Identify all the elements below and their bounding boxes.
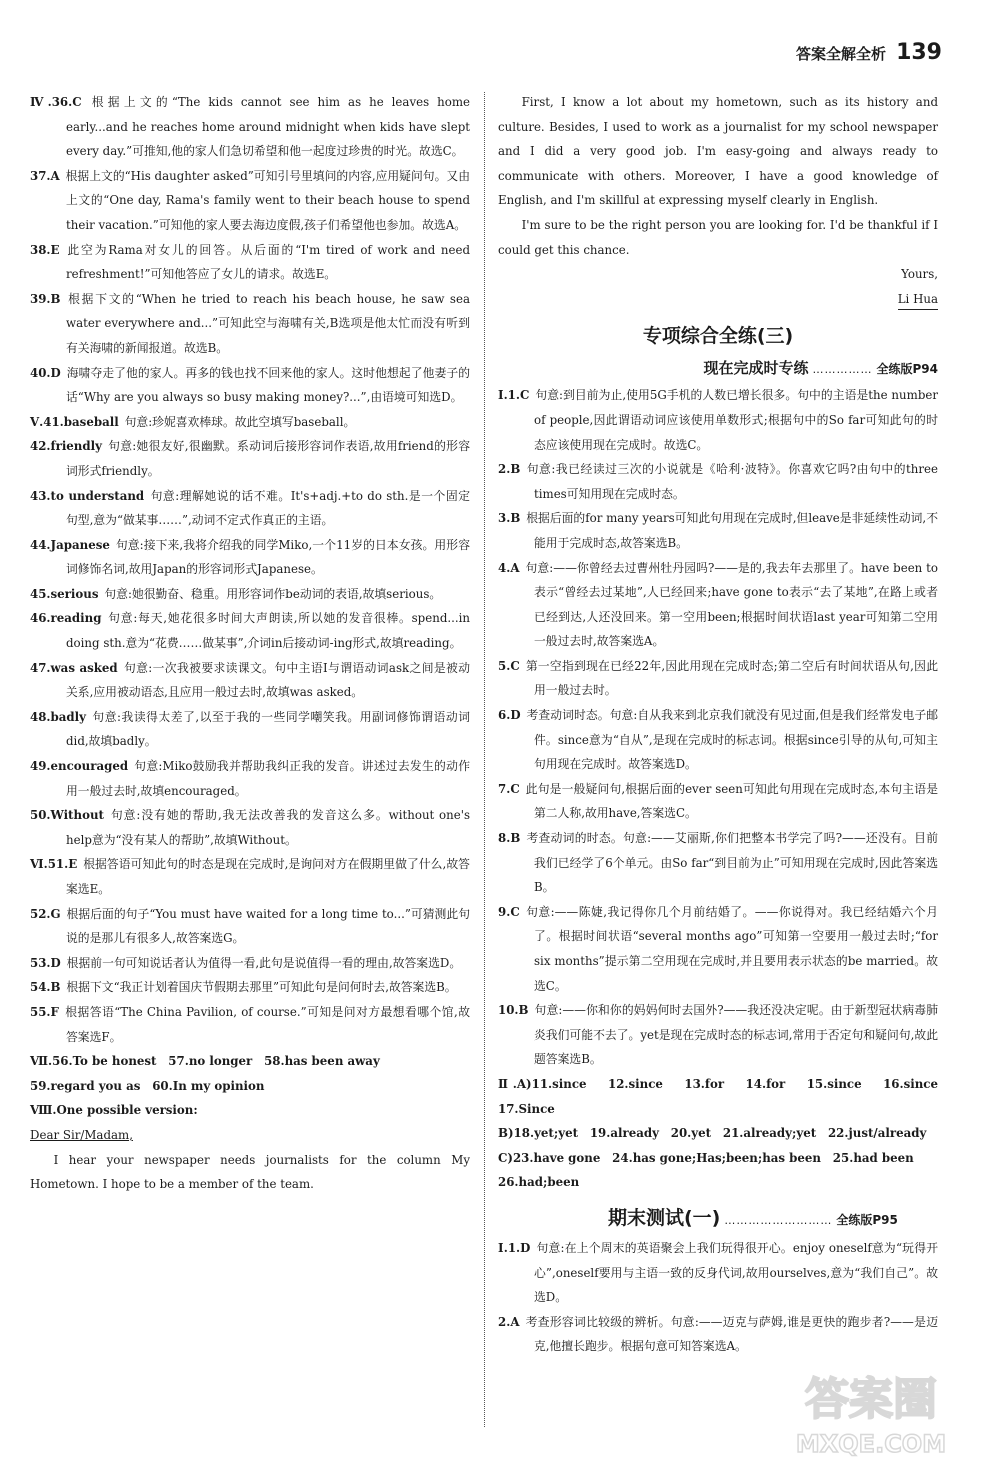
watermark-text: 答案圈 xyxy=(805,1374,937,1425)
final-test-heading xyxy=(498,1203,938,1236)
answer-explanation: 句意:她很友好,很幽默。系动词后接形容词作表语,故用friend的形容词形式friendly。 xyxy=(66,439,470,478)
answer-number: 45.serious xyxy=(30,586,99,601)
column-divider xyxy=(484,92,485,1427)
fill-answer-line: B)18.yet;yet 19.already 20.yet 21.already;yet 22.just/already xyxy=(498,1126,927,1141)
answer-item xyxy=(498,556,938,654)
answer-number: 2.B xyxy=(498,462,521,477)
watermark-logo xyxy=(756,1360,986,1460)
right-answer-list xyxy=(498,383,938,1072)
subtitle-page-ref: 全练版P94 xyxy=(876,362,938,377)
answer-item xyxy=(498,1236,938,1310)
answer-item xyxy=(30,484,470,533)
answer-number: Ⅰ.1.C xyxy=(498,388,530,403)
answer-number: 3.B xyxy=(498,511,521,526)
answer-explanation: 句意:一次我被要求读课文。句中主语I与谓语动词ask之间是被动关系,应用被动语态,且应用一般过去时,故填was asked。 xyxy=(66,660,470,700)
answer-explanation: 根据上文的“His daughter asked”可知引号里填问的内容,应用疑问句。又由上文的“One day, Rama's family went to their beach house to spend their vacation.”可知他的家人要去海边度假,孩子们希望他也参加。故选A。 xyxy=(65,168,470,232)
answer-explanation: 考查形容词比较级的辨析。句意:——迈克与萨姆,谁是更快的跑步者?——是迈克,他擅长跑步。根据句意可知答案选A。 xyxy=(525,1314,938,1354)
answer-number: 54.B xyxy=(30,980,61,995)
answer-item xyxy=(498,506,938,555)
answer-explanation: 海啸夺走了他的家人。再多的钱也找不回来他的家人。这时他想起了他妻子的话“Why are you always so busy making money?...”,由语境可知选D。 xyxy=(66,365,470,405)
answer-number: 49.encouraged xyxy=(30,759,129,774)
answer-explanation: 句意:——你曾经去过曹州牡丹园吗?——是的,我去年去那里了。have been to表示“曾经去过某地”,人已经回来;have gone to表示“去了某地”,在路上或者已经到达,人还没回来。第一空用been;根据时间状语last year可知第二空用一般过去时,故答案选A。 xyxy=(525,560,938,649)
letter-paragraph-1: I hear your newspaper needs journalists for the column My Hometown. I hope to be a member of the team. xyxy=(30,1152,470,1192)
answer-number: 47.was asked xyxy=(30,660,118,675)
answer-explanation: 根据下文的“When he tried to reach his beach house, he saw sea water everywhere and...”可知此空与海啸有关,B选项是他太忙而没有听到有关海啸的新闻报道。故选B。 xyxy=(66,291,470,355)
answer-item xyxy=(30,852,470,901)
answer-number: 9.C xyxy=(498,904,520,919)
answer-number: 43.to understand xyxy=(30,488,145,503)
answer-item xyxy=(30,705,470,754)
answer-explanation: 句意:我读得太差了,以至于我的一些同学嘲笑我。用副词修饰谓语动词did,故填badly。 xyxy=(66,709,470,749)
answer-explanation: 根据后面的for many years可知此句用现在完成时,但leave是非延续性动词,不能用于完成时态,故答案选B。 xyxy=(526,511,938,550)
answer-explanation: 句意:到目前为止,使用5G手机的人数已增长很多。句中的主语是the number of people,因此谓语动词应该使用单数形式;根据句中的So far可知此句的时态应该使用现在完成时。故选C。 xyxy=(534,388,938,452)
answer-item xyxy=(30,410,470,435)
answer-item xyxy=(498,1310,938,1359)
answer-number: 10.B xyxy=(498,1003,529,1018)
left-answer-list xyxy=(30,90,470,1049)
answer-number: 6.D xyxy=(498,708,521,723)
right-column xyxy=(498,90,950,1359)
answer-item xyxy=(30,90,470,164)
answer-number: 48.badly xyxy=(30,709,87,724)
answer-number: Ⅰ.1.D xyxy=(498,1240,531,1255)
answer-explanation: 句意:Miko鼓励我并帮助我纠正我的发音。讲述过去发生的动作用一般过去时,故填encouraged。 xyxy=(66,759,470,798)
answer-item xyxy=(498,457,938,506)
subtitle-text: 现在完成时专练 xyxy=(703,359,809,378)
answer-explanation: 句意:接下来,我将介绍我的同学Miko,一个11岁的日本女孩。用形容词修饰名词,故用Japan的形容词形式Japanese。 xyxy=(66,537,470,577)
answer-item xyxy=(30,164,470,238)
closing-text: Yours, xyxy=(901,267,938,282)
answer-explanation: 句意:理解她说的话不难。It's+adj.+to do sth.是一个固定句型,意为“做某事……”,动词不定式作真正的主语。 xyxy=(66,488,470,528)
letter-paragraph-2: First, I know a lot about my hometown, such as its history and culture. Besides, I used to work as a journalist for my school newspaper and I did a very good job. I'm easy-going and always ready to communicate with others. Moreover, I have a good knowledge of English, and I'm skillful at expressing myself clearly in English. xyxy=(498,95,938,208)
letter-salutation: Dear Sir/Madam, xyxy=(30,1127,133,1142)
answer-number: 46.reading xyxy=(30,611,102,626)
answer-number: Ⅵ.51.E xyxy=(30,857,78,872)
answer-number: Ⅳ.36.C xyxy=(30,95,82,109)
answer-explanation: 考查动词的时态。句意:——艾丽斯,你们把整本书学完了吗?——还没有。目前我们已经学了6个单元。由So far“到目前为止”可知用现在完成时,因此答案选B。 xyxy=(526,831,938,895)
answer-explanation: 句意:珍妮喜欢棒球。故此空填写baseball。 xyxy=(124,414,356,429)
letter-signature xyxy=(498,287,938,312)
fill-answer-line: C)23.have gone 24.has gone;Has;been;has been 25.had been xyxy=(498,1150,914,1165)
answer-item xyxy=(498,900,938,998)
answer-explanation: 句意:——陈婕,我记得你几个月前结婚了。——你说得对。我已经结婚六个月了。根据时间状语“several months ago”可知第一空要用一般过去时;“for six months”提示第二空用现在完成时,并且要用表示状态的be married。故选C。 xyxy=(525,904,938,993)
answer-item xyxy=(30,975,470,1000)
answer-explanation: 此空为Rama对女儿的回答。从后面的“I'm tired of work and need refreshment!”可知他答应了女儿的请求。故选E。 xyxy=(65,242,470,282)
answer-item xyxy=(30,803,470,852)
answer-item xyxy=(30,1000,470,1049)
fill-in-answers xyxy=(498,1072,950,1195)
answer-number: 40.D xyxy=(30,365,61,380)
final-page-ref: 全练版P95 xyxy=(836,1212,898,1227)
subtitle-dots: …………… xyxy=(812,363,873,377)
answer-number: 4.A xyxy=(498,560,520,575)
answer-item xyxy=(498,654,938,703)
answer-item xyxy=(30,533,470,582)
answer-number: 39.B xyxy=(30,291,61,306)
final-dots: ……………………… xyxy=(724,1213,833,1227)
fill-answer-line: 26.had;been xyxy=(498,1175,580,1190)
answer-explanation: 根据上文的“The kids cannot see him as he leaves home early...and he reaches home around midnight when kids have slept every day.”可推知,他的家人们急切希望和他一起度过珍贵的时光。故选C。 xyxy=(66,95,470,159)
letter-paragraph-3: I'm sure to be the right person you are looking for. I'd be thankful if I could get this chance. xyxy=(498,217,938,257)
answer-item xyxy=(498,383,938,457)
answer-number: 2.A xyxy=(498,1314,520,1329)
answer-item xyxy=(30,902,470,951)
section-title: 专项综合全练(三) xyxy=(642,325,794,348)
answer-explanation: 句意:她很勤奋、稳重。用形容词作be动词的表语,故填serious。 xyxy=(104,586,442,601)
answer-item xyxy=(30,656,470,705)
final-answer-list xyxy=(498,1236,938,1359)
answer-explanation: 根据答语可知此句的时态是现在完成时,是询问对方在假期里做了什么,故答案选E。 xyxy=(66,857,470,896)
answer-explanation: 根据下文“我正计划着国庆节假期去那里”可知此句是问何时去,故答案选B。 xyxy=(66,980,457,995)
answer-explanation: 根据答语“The China Pavilion, of course.”可知是问对方最想看哪个馆,故答案选F。 xyxy=(64,1004,470,1044)
sec7-line-2: 59.regard you as 60.In my opinion xyxy=(30,1078,265,1093)
signature-name: Li Hua xyxy=(898,289,938,310)
page-number: 139 xyxy=(896,40,942,65)
left-column xyxy=(30,90,470,1197)
answer-item xyxy=(30,754,470,803)
answer-number: 37.A xyxy=(30,168,60,183)
answer-number: 53.D xyxy=(30,955,61,970)
section-label: 答案全解全析 xyxy=(796,45,887,63)
answer-number: Ⅴ.41.baseball xyxy=(30,414,119,429)
answer-number: 55.F xyxy=(30,1004,59,1019)
answer-number: 50.Without xyxy=(30,808,104,823)
answer-item xyxy=(30,434,470,483)
answer-number: 52.G xyxy=(30,906,61,921)
answer-explanation: 句意:在上个周末的英语聚会上我们玩得很开心。enjoy oneself意为“玩得开心”,oneself要用与主语一致的反身代词,故用ourselves,意为“我们自己”。故选D。 xyxy=(534,1240,938,1305)
answer-explanation: 考查动词时态。句意:自从我来到北京我们就没有见过面,但是我们经常发电子邮件。since意为“自从”,是现在完成时的标志词。根据since引导的从句,可知主句用现在完成时。故答案选D。 xyxy=(526,708,938,772)
answer-number: 42.friendly xyxy=(30,439,102,454)
answer-item xyxy=(30,951,470,976)
answer-explanation: 句意:每天,她花很多时间大声朗读,所以她的发音很棒。spend...in doing sth.意为“花费……做某事”,介词in后接动词-ing形式,故填reading。 xyxy=(66,611,470,651)
answer-item xyxy=(30,582,470,607)
answer-number: 7.C xyxy=(498,781,520,796)
answer-number: 5.C xyxy=(498,658,520,673)
answer-item xyxy=(30,606,470,655)
final-title: 期末测试(一) xyxy=(608,1206,721,1229)
fill-answer-line: Ⅱ.A)11.since 12.since 13.for 14.for 15.since 16.since 17.Since xyxy=(498,1076,950,1116)
answer-number: 44.Japanese xyxy=(30,537,110,552)
answer-explanation: 根据后面的句子“You must have waited for a long time to...”可猜测此句说的是那儿有很多人,故答案选G。 xyxy=(66,906,470,946)
watermark-url: MXQE.COM xyxy=(795,1430,947,1458)
answer-item xyxy=(30,361,470,410)
answer-item xyxy=(498,998,938,1072)
answer-explanation: 第一空指到现在已经22年,因此用现在完成时态;第二空后有时间状语从句,因此用一般过去时。 xyxy=(525,658,938,698)
answer-item xyxy=(498,777,938,826)
answer-explanation: 根据前一句可知说话者认为值得一看,此句是说值得一看的理由,故答案选D。 xyxy=(66,955,462,970)
answer-explanation: 句意:我已经读过三次的小说就是《哈利·波特》。你喜欢它吗?由句中的three times可知用现在完成时态。 xyxy=(526,462,938,501)
letter-closing xyxy=(498,262,938,287)
answer-item xyxy=(30,238,470,287)
answer-item xyxy=(30,287,470,361)
answer-item xyxy=(498,703,938,777)
answer-number: 8.B xyxy=(498,831,521,846)
answer-number: 38.E xyxy=(30,242,60,257)
answer-item xyxy=(498,826,938,900)
sec8-heading: Ⅷ.One possible version: xyxy=(30,1103,198,1118)
answer-explanation: 句意:没有她的帮助,我无法改善我的发音这么多。without one's help意为“没有某人的帮助”,故填Without。 xyxy=(66,808,470,847)
answer-explanation: 此句是一般疑问句,根据后面的ever seen可知此句用现在完成时态,本句主语是第二人称,故用have,答案选C。 xyxy=(525,781,938,821)
answer-explanation: 句意:——你和你的妈妈何时去国外?——我还没决定呢。由于新型冠状病毒肺炎我们可能不去了。yet是现在完成时态的标志词,常用于否定句和疑问句,故此题答案选B。 xyxy=(534,1003,938,1067)
sec7-line-1: Ⅶ.56.To be honest 57.no longer 58.has been away xyxy=(30,1054,380,1069)
section-subtitle xyxy=(498,355,938,383)
page-header xyxy=(796,40,942,76)
